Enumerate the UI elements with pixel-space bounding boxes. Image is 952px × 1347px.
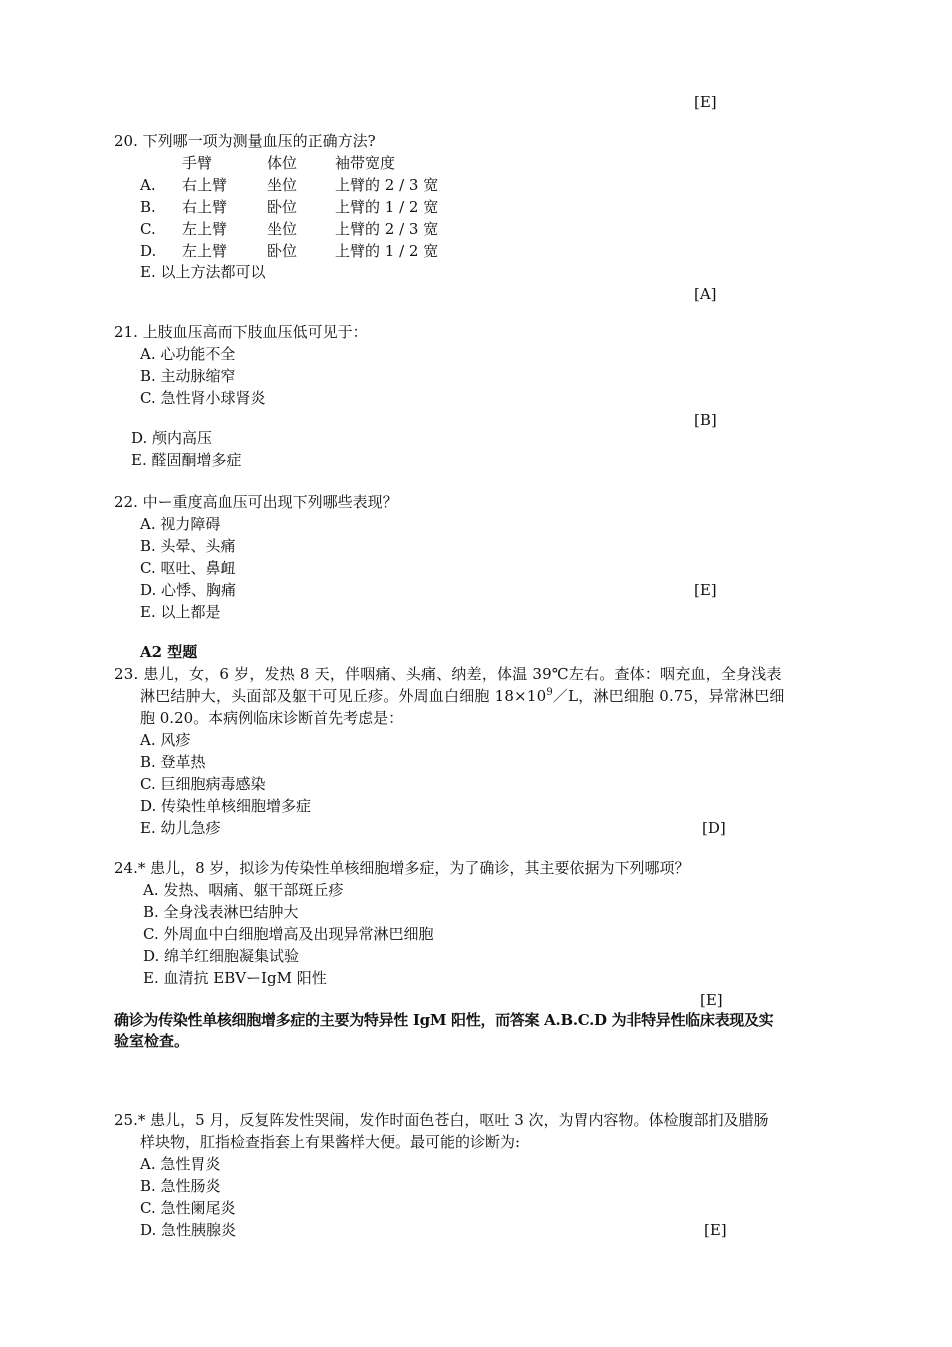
question-24-option-c: C. 外周血中白细胞增高及出现异常淋巴细胞 xyxy=(143,925,434,943)
question-23-stem-line1: 23. 患儿，女，6 岁，发热 8 天，伴咽痛、头痛、纳差，体温 39℃左右。查体：咽充血，全身浅表 xyxy=(114,665,782,683)
question-21-option-a: A. 心功能不全 xyxy=(140,345,236,363)
option-cuff: 上臂的 1 / 2 宽 xyxy=(335,198,439,216)
option-cuff: 上臂的 2 / 3 宽 xyxy=(335,176,439,194)
question-24-explanation-line2: 验室检查。 xyxy=(114,1032,190,1050)
question-20-option-a xyxy=(140,175,438,197)
question-25-stem-line1: 25.* 患儿，5 月，反复阵发性哭闹，发作时面色苍白，呕吐 3 次，为胃内容物。体检腹部扪及腊肠 xyxy=(114,1111,769,1129)
header-position: 体位 xyxy=(267,154,298,172)
question-25-stem-line2: 样块物，肛指检查指套上有果酱样大便。最可能的诊断为: xyxy=(140,1133,521,1151)
question-24-stem: 24.* 患儿，8 岁，拟诊为传染性单核细胞增多症，为了确诊，其主要依据为下列哪项？ xyxy=(114,859,690,877)
question-20-option-c xyxy=(140,219,438,241)
question-20-option-d xyxy=(140,241,438,263)
option-position: 坐位 xyxy=(267,176,298,194)
option-letter: D. xyxy=(140,242,157,260)
question-23-option-e: E. 幼儿急疹 xyxy=(140,819,221,837)
question-20-option-e: E. 以上方法都可以 xyxy=(140,263,266,281)
question-25-option-d: D. 急性胰腺炎 xyxy=(140,1221,237,1239)
stem-text: 淋巴结肿大，头面部及躯干可见丘疹。外周血白细胞 18×10 xyxy=(140,687,547,705)
question-23-stem-line3: 胞 0.20。本病例临床诊断首先考虑是： xyxy=(140,709,404,727)
question-22-option-b: B. 头晕、头痛 xyxy=(140,537,236,555)
option-letter: A. xyxy=(140,176,156,194)
option-arm: 左上臂 xyxy=(182,220,228,238)
option-arm: 右上臂 xyxy=(182,198,228,216)
answer-q24: [E] xyxy=(700,991,723,1009)
option-arm: 右上臂 xyxy=(182,176,228,194)
question-24-option-d: D. 绵羊红细胞凝集试验 xyxy=(143,947,300,965)
question-24-option-e: E. 血清抗 EBVーIgM 阳性 xyxy=(143,969,327,987)
answer-q25: [E] xyxy=(704,1221,727,1239)
question-22-option-e: E. 以上都是 xyxy=(140,603,221,621)
question-22-option-a: A. 视力障碍 xyxy=(140,515,221,533)
option-arm: 左上臂 xyxy=(182,242,228,260)
option-cuff: 上臂的 2 / 3 宽 xyxy=(335,220,439,238)
question-21-option-c: C. 急性肾小球肾炎 xyxy=(140,389,266,407)
question-24-option-a: A. 发热、咽痛、躯干部斑丘疹 xyxy=(143,881,344,899)
question-23-option-b: B. 登革热 xyxy=(140,753,206,771)
option-cuff: 上臂的 1 / 2 宽 xyxy=(335,242,439,260)
option-position: 卧位 xyxy=(267,242,298,260)
question-20-table xyxy=(140,153,438,263)
option-position: 卧位 xyxy=(267,198,298,216)
question-24-explanation-line1: 确诊为传染性单核细胞增多症的主要为特异性 IgM 阳性，而答案 A.B.C.D 为非特异性临床表现及实 xyxy=(114,1011,774,1029)
question-20-option-b xyxy=(140,197,438,219)
section-heading-a2: A2 型题 xyxy=(140,643,198,661)
answer-q19: [E] xyxy=(694,93,717,111)
option-position: 坐位 xyxy=(267,220,298,238)
header-arm: 手臂 xyxy=(182,154,213,172)
header-cuff-width: 袖带宽度 xyxy=(335,154,396,172)
question-21-option-e: E. 醛固酮增多症 xyxy=(131,451,242,469)
question-20-stem: 20. 下列哪一项为测量血压的正确方法? xyxy=(114,132,376,150)
question-25-option-a: A. 急性胃炎 xyxy=(140,1155,221,1173)
question-21-option-b: B. 主动脉缩窄 xyxy=(140,367,236,385)
question-21-option-d: D. 颅内高压 xyxy=(131,429,213,447)
question-22-stem: 22. 中ー重度高血压可出现下列哪些表现？ xyxy=(114,493,398,511)
option-letter: B. xyxy=(140,198,156,216)
question-25-option-c: C. 急性阑尾炎 xyxy=(140,1199,236,1217)
option-letter: C. xyxy=(140,220,156,238)
question-22-option-c: C. 呕吐、鼻衄 xyxy=(140,559,236,577)
question-23-option-a: A. 风疹 xyxy=(140,731,191,749)
question-23-stem-line2 xyxy=(140,686,785,707)
answer-q23: [D] xyxy=(702,819,726,837)
question-24-option-b: B. 全身浅表淋巴结肿大 xyxy=(143,903,299,921)
stem-text: ／L，淋巴细胞 0.75，异常淋巴细 xyxy=(552,687,785,705)
question-20-header xyxy=(140,153,438,175)
question-25-option-b: B. 急性肠炎 xyxy=(140,1177,221,1195)
answer-q20: [A] xyxy=(694,285,717,303)
exponent: 9 xyxy=(546,687,553,698)
question-23-option-d: D. 传染性单核细胞增多症 xyxy=(140,797,312,815)
question-23-option-c: C. 巨细胞病毒感染 xyxy=(140,775,266,793)
answer-q22: [E] xyxy=(694,581,717,599)
answer-q21: [B] xyxy=(694,411,717,429)
question-21-stem: 21. 上肢血压高而下肢血压低可见于： xyxy=(114,323,368,341)
question-22-option-d: D. 心悸、胸痛 xyxy=(140,581,237,599)
